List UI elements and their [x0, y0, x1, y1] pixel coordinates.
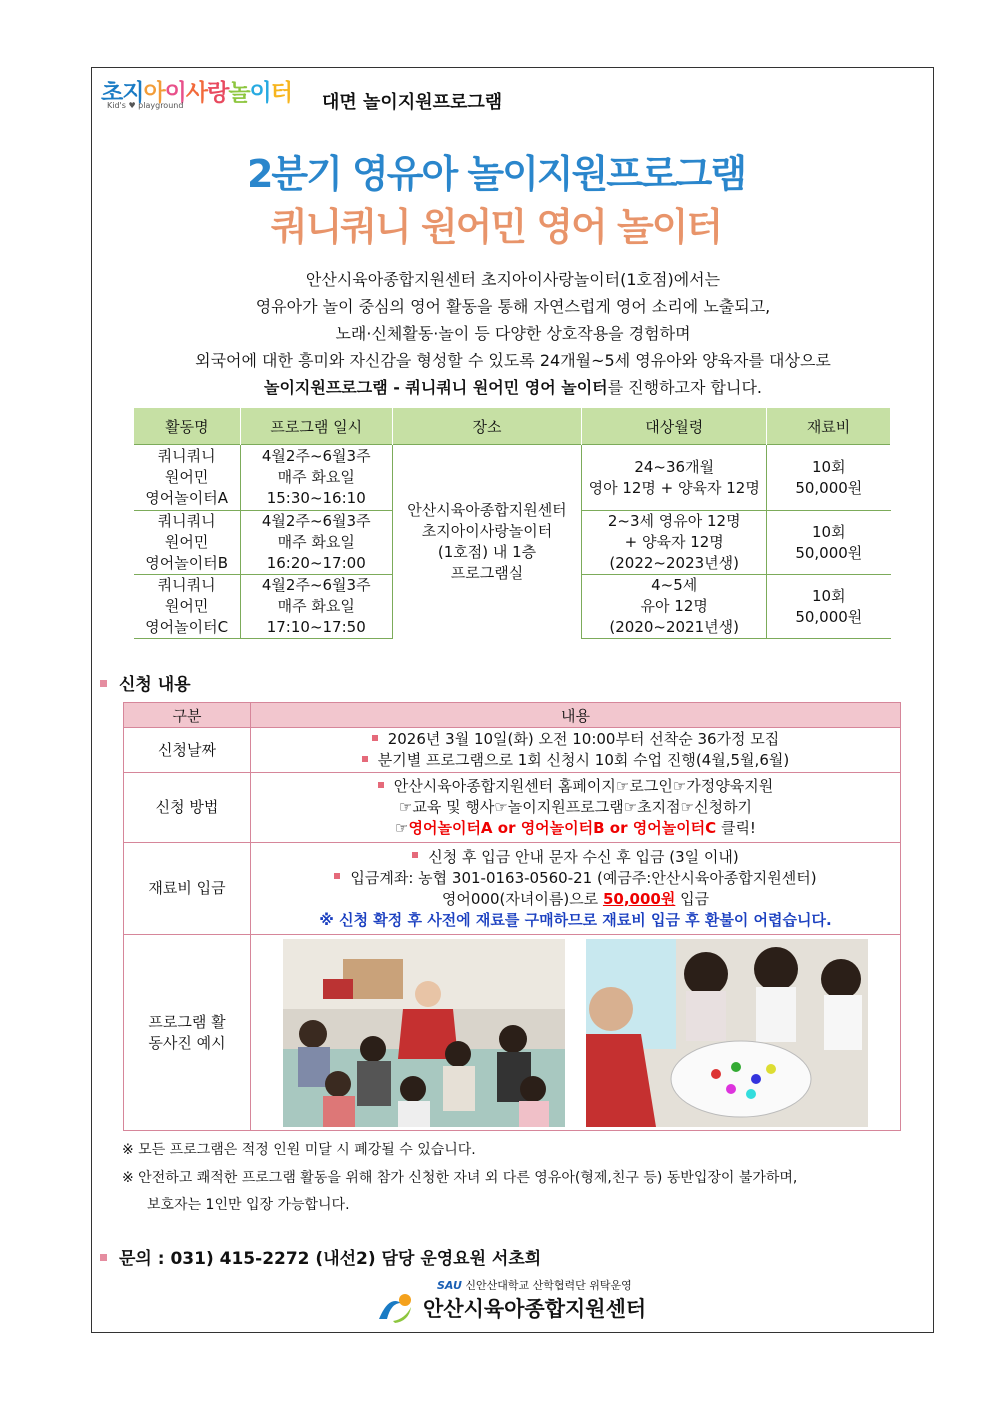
- table-row: 쿼니쿼니 원어민 영어놀이터C 4월2주~6월3주 매주 화요일 17:10~17:50 4~5세 유아 12명 (2020~2021년생) 10회 50,000원: [134, 575, 891, 639]
- table-row: 프로그램 활동사진 예시: [124, 935, 901, 1131]
- square-bullet-icon: [372, 735, 378, 741]
- note-3: 보호자는 1인만 입장 가능합니다.: [147, 1197, 350, 1213]
- logo-sub: Kid's ♥ playground: [107, 101, 184, 110]
- bullet-icon: [100, 680, 107, 687]
- contact-info: 문의 : 031) 415-2272 (내선2) 담당 운영요원 서초희: [100, 1244, 541, 1269]
- square-bullet-icon: [412, 852, 418, 858]
- apply-table: [123, 702, 901, 1131]
- table-header-row: 활동명 프로그램 일시 장소 대상월령 재료비: [134, 408, 891, 445]
- activity-photo-2: [586, 939, 868, 1127]
- table-header-row: 구분 내용: [124, 703, 901, 728]
- square-bullet-icon: [378, 782, 384, 788]
- activity-photo-1: [283, 939, 565, 1127]
- intro-text: 안산시육아종합지원센터 초지아이사랑놀이터(1호점)에서는 영유아가 놀이 중심의 영어 활동을 통해 자연스럽게 영어 소리에 노출되고, 노래·신체활동·놀이 등 다양한 상호작용을 경험하며 외국어에 대한 흥미와 자신감을 형성할 수 있도록 24개월~5세 영유아와 양육자를 대상으로 놀이지원프로그램 - 쿼니쿼니 원어민 영어 놀이터를 진행하고자 합니다.: [195, 270, 831, 397]
- note-1: ※ 모든 프로그램은 적정 인원 미달 시 폐강될 수 있습니다.: [122, 1142, 476, 1158]
- note-2: ※ 안전하고 쾌적한 프로그램 활동을 위해 참가 신청한 자녀 외 다른 영유아(형제,친구 등) 동반입장이 불가하며,: [122, 1170, 798, 1186]
- table-row: 재료비 입금 신청 후 입금 안내 문자 수신 후 입금 (3일 이내) 입금계좌: 농협 301-0163-0560-21 (예금주:안산시육아종합지원센터) 영어000(자녀이름)으로 50,000원 입금 ※ 신청 확정 후 사전에 재료를 구매하므로 재료비 입금 후 환불이 어렵습니다.: [124, 843, 901, 935]
- center-logo-icon: [375, 1291, 417, 1325]
- square-bullet-icon: [362, 756, 368, 762]
- org-logo: SAU 신안산대학교 산학협력단 위탁운영 안산시육아종합지원센터: [375, 1277, 675, 1332]
- table-row: 쿼니쿼니 원어민 영어놀이터B 4월2주~6월3주 매주 화요일 16:20~17:00 2~3세 영유아 12명 + 양육자 12명 (2022~2023년생) 10회 50,000원: [134, 511, 891, 575]
- square-bullet-icon: [334, 873, 340, 879]
- place-cell: 안산시육아종합지원센터 초지아이사랑놀이터 (1호점) 내 1층 프로그램실: [392, 445, 582, 639]
- page-title: 2분기 영유아 놀이지원프로그램: [246, 152, 746, 196]
- apply-heading: 신청 내용: [100, 670, 191, 695]
- logo: 초지아이사랑놀이터 Kid's ♥ playground: [101, 80, 292, 110]
- program-table: [133, 408, 891, 639]
- bullet-icon: [100, 1254, 107, 1261]
- program-type: 대면 놀이지원프로그램: [322, 92, 503, 113]
- table-row: 신청날짜 2026년 3월 10일(화) 오전 10:00부터 선착순 36가정 모집 분기별 프로그램으로 1회 신청시 10회 수업 진행(4월,5월,6월): [124, 728, 901, 773]
- page-subtitle: 쿼니쿼니 원어민 영어 놀이터: [270, 205, 722, 249]
- table-row: 쿼니쿼니 원어민 영어놀이터A 4월2주~6월3주 매주 화요일 15:30~16:10 안산시육아종합지원센터 초지아이사랑놀이터 (1호점) 내 1층 프로그램실 24~36개월 영아 12명 + 양육자 12명 10회 50,000원: [134, 445, 891, 511]
- table-row: 신청 방법 안산시육아종합지원센터 홈페이지☞로그인☞가정양육지원 ☞교육 및 행사☞놀이지원프로그램☞초지점☞신청하기 ☞영어놀이터A or 영어놀이터B or 영어놀이터C 클릭!: [124, 773, 901, 843]
